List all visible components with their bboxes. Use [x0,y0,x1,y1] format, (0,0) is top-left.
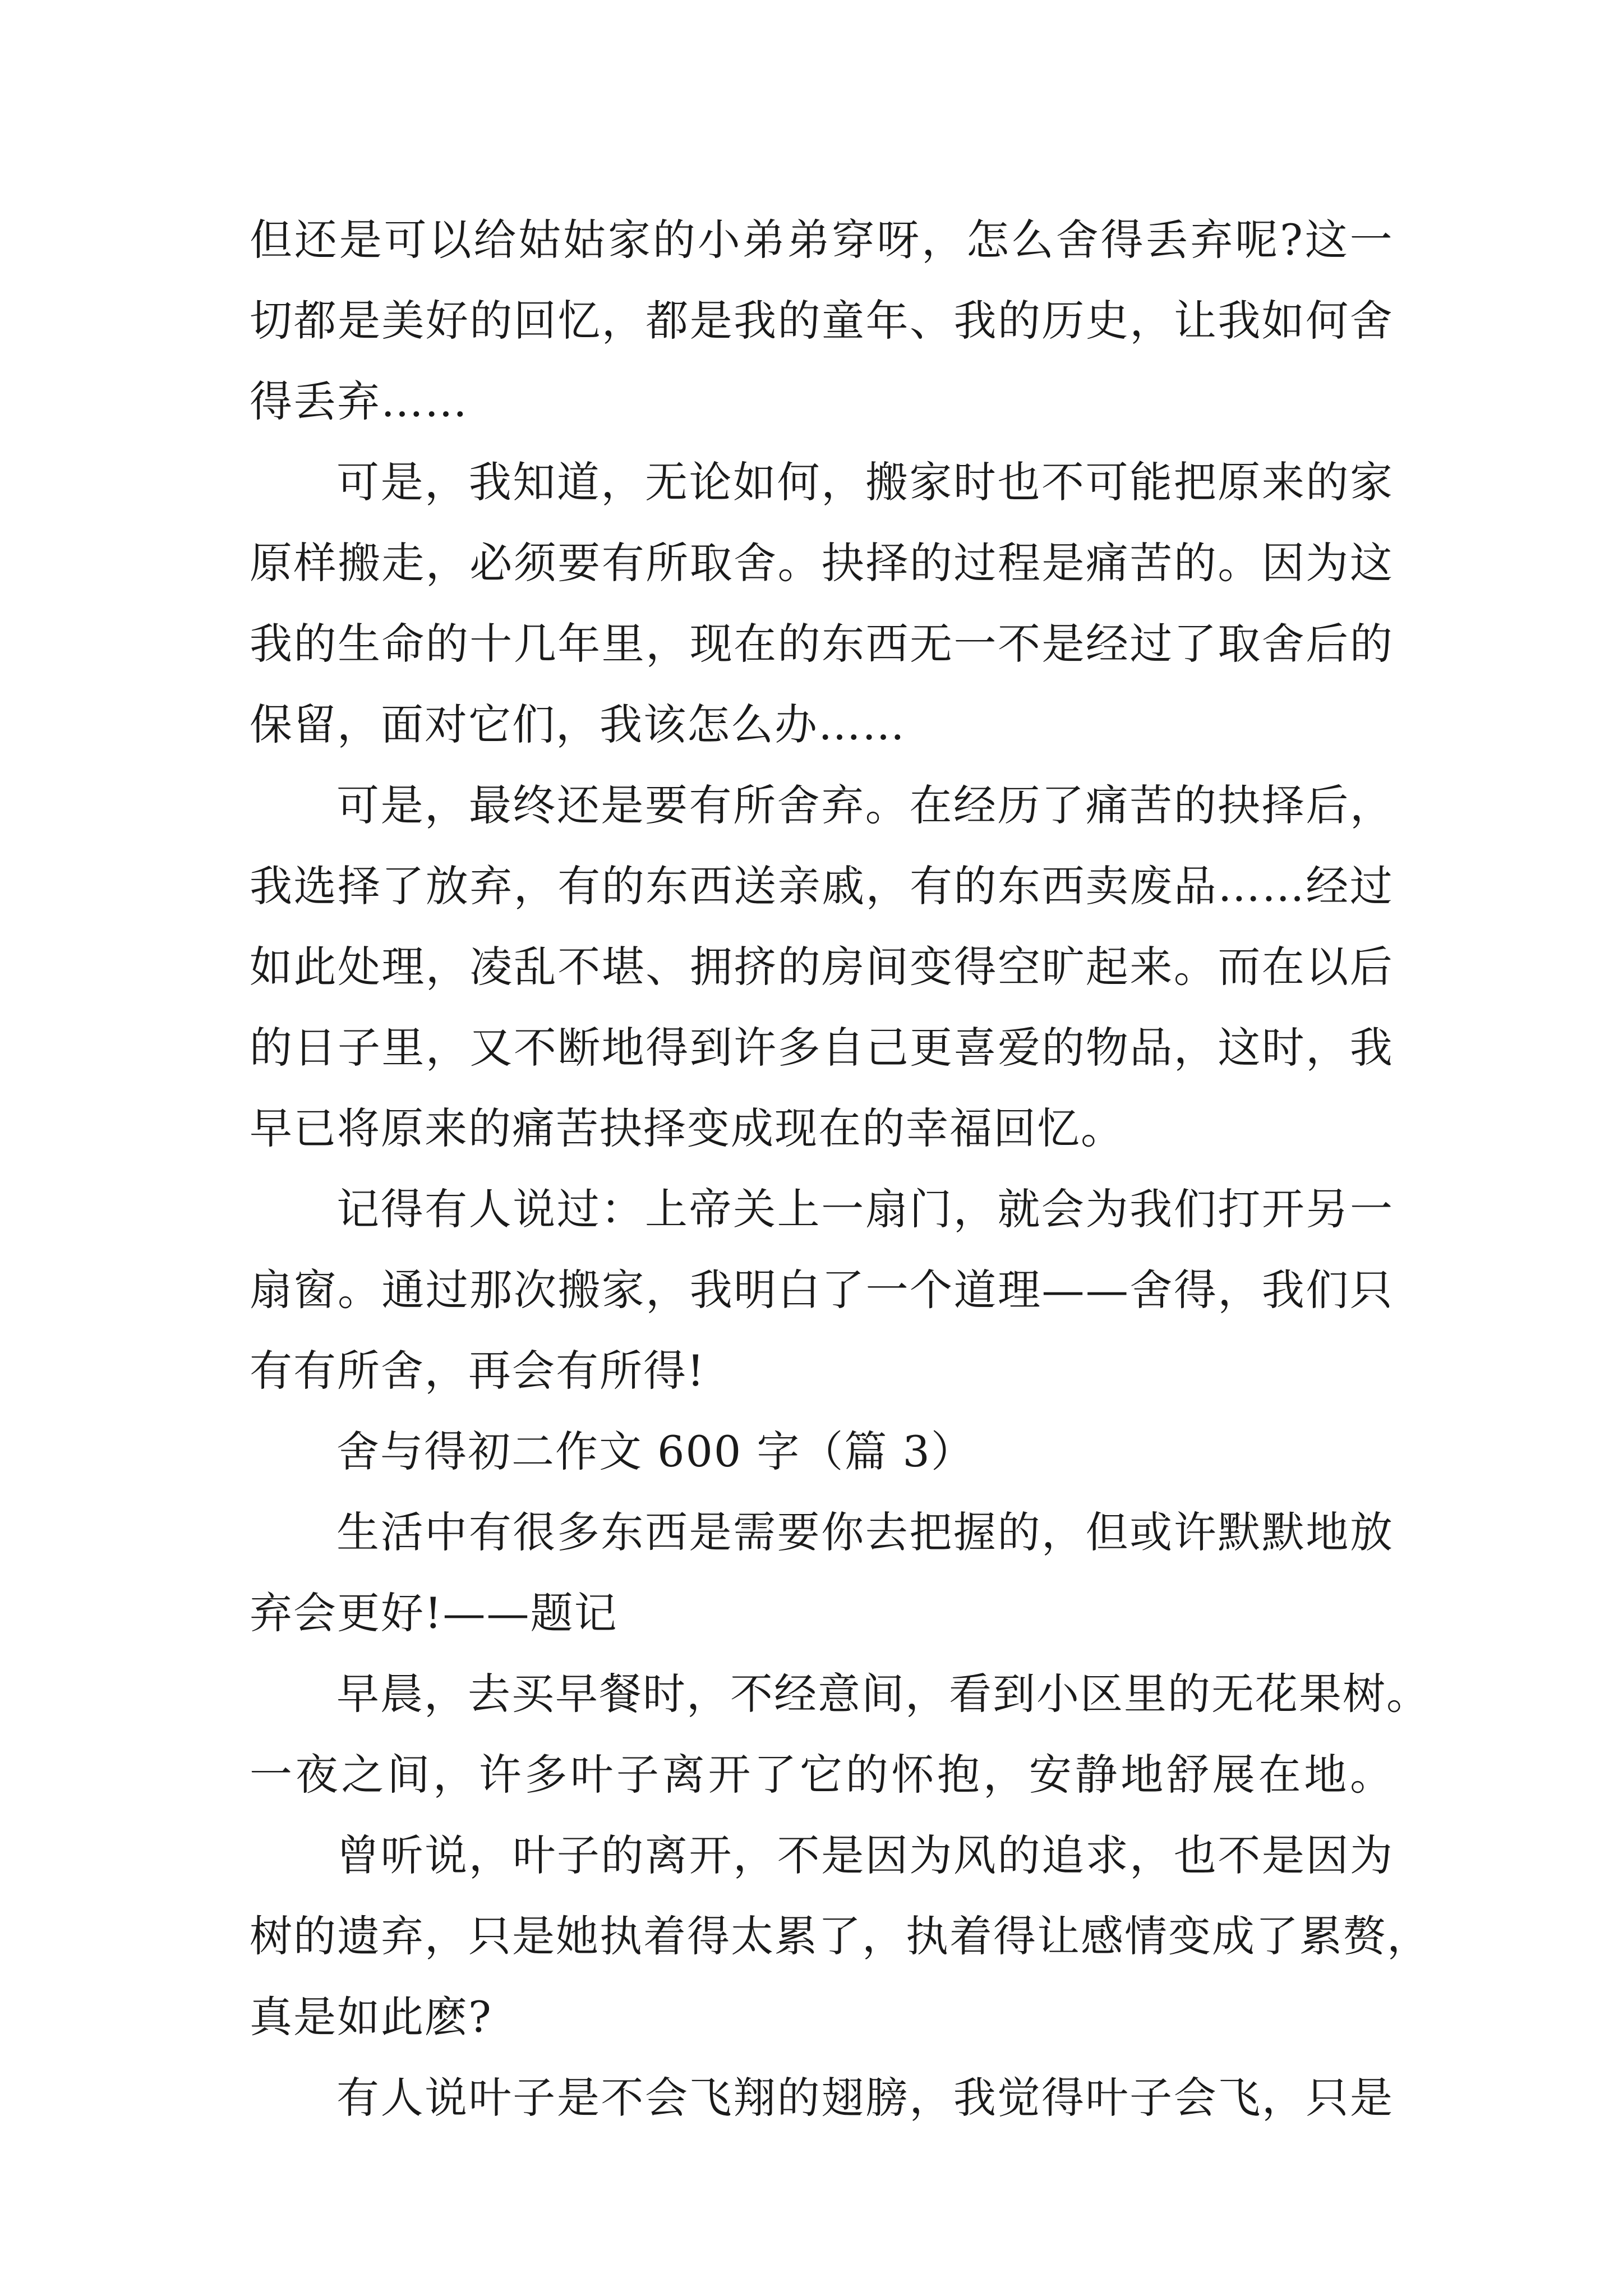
text-line: 原 样 搬 走 ， 必 须 要 有 所 取 舍 。 抉 择 的 过 程 是 痛 苦 的 。 因 为 这 [250,538,1394,588]
text-line: 如 此 处 理 ， 凌 乱 不 堪 、 拥 挤 的 房 间 变 得 空 旷 起 来 。 而 在 以 后 [250,942,1394,992]
section-heading: 舍与得初二作文 600 字（篇 3） [336,1427,975,1476]
text-line: 但 还 是 可 以 给 姑 姑 家 的 小 弟 弟 穿 呀 ， 怎 么 舍 得 丢 弃 呢 ? 这 一 [250,215,1394,265]
text-line: 可 是 ， 最 终 还 是 要 有 所 舍 弃 。 在 经 历 了 痛 苦 的 抉 择 后 ， [336,780,1394,830]
text-line: 我 选 择 了 放 弃 ， 有 的 东 西 送 亲 戚 ， 有 的 东 西 卖 废 品 … … 经 过 [250,861,1394,911]
text-line: 我 的 生 命 的 十 几 年 里 ， 现 在 的 东 西 无 一 不 是 经 过 了 取 舍 后 的 [250,619,1394,669]
text-line: 可 是 ， 我 知 道 ， 无 论 如 何 ， 搬 家 时 也 不 可 能 把 原 来 的 家 [336,457,1394,507]
text-line: 有 人 说 叶 子 是 不 会 飞 翔 的 翅 膀 ， 我 觉 得 叶 子 会 飞 ， 只 是 [336,2073,1394,2123]
text-line: 真是如此麽? [250,1992,492,2042]
text-line: 生 活 中 有 很 多 东 西 是 需 要 你 去 把 握 的 ， 但 或 许 默 默 地 放 [336,1507,1394,1557]
text-line: 一 夜 之 间 ， 许 多 叶 子 离 开 了 它 的 怀 抱 ， 安 静 地 舒 展 在 地 。 [250,1750,1394,1800]
text-line: 树 的 遗 弃 ， 只 是 她 执 着 得 太 累 了 ， 执 着 得 让 感 情 变 成 了 累 赘 ， [250,1911,1431,1961]
text-line: 早 晨 ， 去 买 早 餐 时 ， 不 经 意 间 ， 看 到 小 区 里 的 无 花 果 树 。 [336,1669,1430,1719]
text-line: 得丢弃…… [250,376,468,426]
text-line: 曾 听 说 ， 叶 子 的 离 开 ， 不 是 因 为 风 的 追 求 ， 也 不 是 因 为 [336,1830,1394,1880]
text-line: 弃会更好!——题记 [250,1588,618,1638]
text-line: 记 得 有 人 说 过 ： 上 帝 关 上 一 扇 门 ， 就 会 为 我 们 打 开 另 一 [336,1184,1394,1234]
text-line: 有有所舍，再会有所得! [250,1346,706,1396]
text-line: 保留，面对它们，我该怎么办…… [250,700,906,749]
text-line: 扇 窗 。 通 过 那 次 搬 家 ， 我 明 白 了 一 个 道 理 — — 舍 得 ， 我 们 只 [250,1265,1394,1315]
text-line: 早已将原来的痛苦抉择变成现在的幸福回忆。 [250,1103,1124,1153]
text-line: 切 都 是 美 好 的 回 忆 ， 都 是 我 的 童 年 、 我 的 历 史 ， 让 我 如 何 舍 [250,296,1394,346]
text-line: 的 日 子 里 ， 又 不 断 地 得 到 许 多 自 己 更 喜 爱 的 物 品 ， 这 时 ， 我 [250,1023,1394,1073]
